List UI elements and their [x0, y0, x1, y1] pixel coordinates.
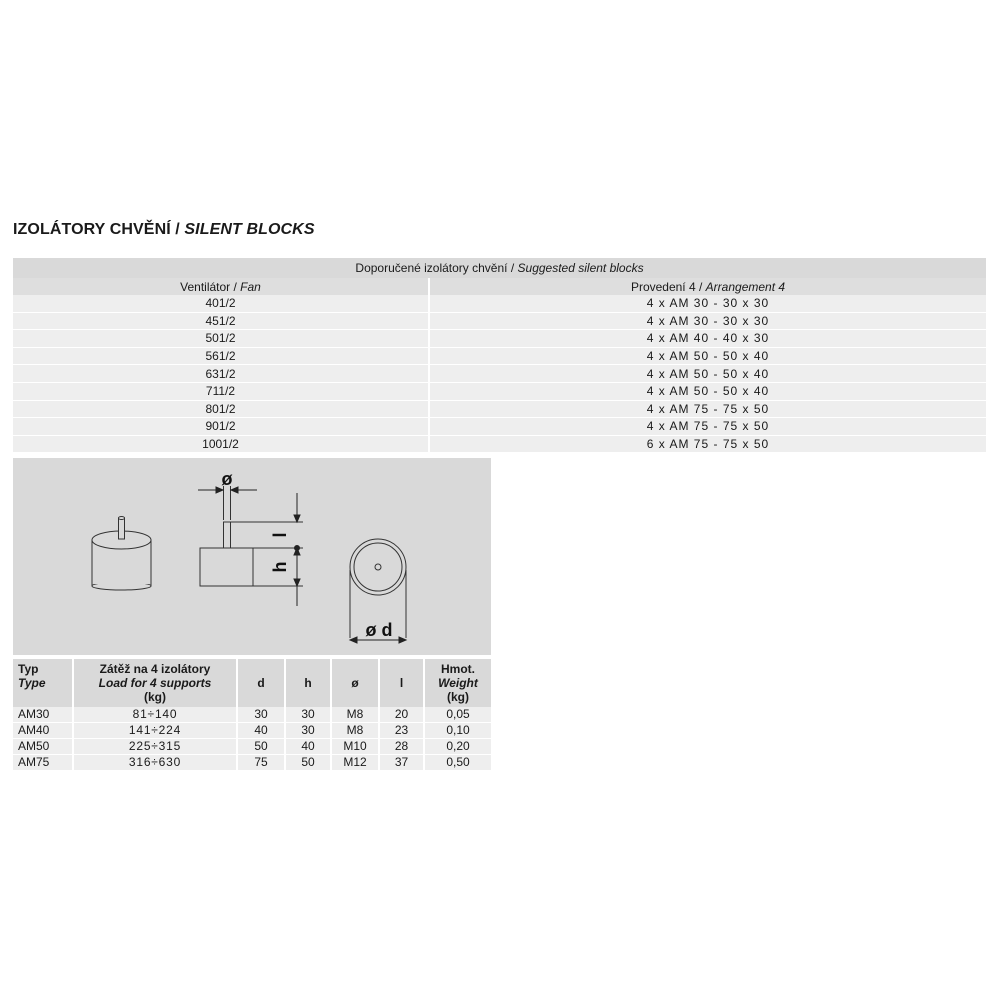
h-cell: 50 [286, 755, 332, 771]
arrangement-cell: 6 x AM 75 - 75 x 50 [430, 436, 986, 454]
header-d: d [238, 659, 286, 707]
header-type-cz: Typ [18, 662, 39, 676]
table-row [13, 707, 491, 723]
fan-cell: 801/2 [13, 401, 430, 419]
header-arrangement-italic: Arrangement 4 [705, 279, 786, 294]
table-row [13, 365, 986, 383]
h-cell: 40 [286, 739, 332, 755]
arrangement-cell: 4 x AM 50 - 50 x 40 [430, 383, 986, 401]
page-title [13, 221, 315, 239]
fan-cell: 401/2 [13, 295, 430, 313]
diameter-cell: M10 [332, 739, 380, 755]
table-row [13, 313, 986, 331]
arrangement-cell: 4 x AM 30 - 30 x 30 [430, 313, 986, 331]
d-cell: 50 [238, 739, 286, 755]
table-row [13, 739, 491, 755]
header-fan-italic: Fan [240, 279, 261, 294]
header-load [74, 659, 238, 707]
h-cell: 30 [286, 707, 332, 723]
diameter-cell: M8 [332, 723, 380, 739]
diameter-cell: M12 [332, 755, 380, 771]
load-cell: 316÷630 [74, 755, 238, 771]
d-cell: 30 [238, 707, 286, 723]
label-h: h [270, 561, 290, 573]
header-fan [13, 278, 430, 295]
table-row [13, 330, 986, 348]
table-caption [13, 258, 986, 278]
fan-cell: 1001/2 [13, 436, 430, 454]
header-weight-cz: Hmot. [441, 662, 475, 676]
l-cell: 23 [380, 723, 425, 739]
label-diameter-top: ø [221, 469, 233, 489]
table-row [13, 295, 986, 313]
caption-italic: Suggested silent blocks [517, 261, 644, 275]
header-fan-text: Ventilátor / [180, 279, 237, 294]
title-italic: SILENT BLOCKS [184, 221, 315, 238]
fan-cell: 631/2 [13, 365, 430, 383]
table-row [13, 418, 986, 436]
weight-cell: 0,10 [425, 723, 491, 739]
load-cell: 141÷224 [74, 723, 238, 739]
type-cell: AM30 [13, 707, 74, 723]
table-caption-row [13, 258, 986, 278]
fan-cell: 711/2 [13, 383, 430, 401]
load-cell: 225÷315 [74, 739, 238, 755]
header-load-en: Load for 4 supports [98, 676, 212, 690]
header-diameter: ø [332, 659, 380, 707]
header-weight [425, 659, 491, 707]
header-arrangement [430, 278, 986, 295]
header-type-en: Type [18, 676, 46, 690]
d-cell: 75 [238, 755, 286, 771]
h-cell: 30 [286, 723, 332, 739]
arrangement-cell: 4 x AM 50 - 50 x 40 [430, 348, 986, 366]
caption-text: Doporučené izolátory chvění / [355, 261, 515, 275]
fan-cell: 561/2 [13, 348, 430, 366]
title-main: IZOLÁTORY CHVĚNÍ / [13, 221, 180, 238]
arrangement-cell: 4 x AM 40 - 40 x 30 [430, 330, 986, 348]
header-weight-en: Weight [438, 676, 478, 690]
table-row [13, 348, 986, 366]
header-h: h [286, 659, 332, 707]
arrangement-cell: 4 x AM 75 - 75 x 50 [430, 401, 986, 419]
d-cell: 40 [238, 723, 286, 739]
table-row [13, 755, 491, 771]
l-cell: 20 [380, 707, 425, 723]
silent-block-perspective [92, 517, 151, 591]
table-row [13, 383, 986, 401]
table-row [13, 436, 986, 454]
diameter-cell: M8 [332, 707, 380, 723]
header-type [13, 659, 74, 707]
arrangement-cell: 4 x AM 75 - 75 x 50 [430, 418, 986, 436]
table-header-row [13, 278, 986, 295]
fan-cell: 451/2 [13, 313, 430, 331]
load-cell: 81÷140 [74, 707, 238, 723]
header-arrangement-text: Provedení 4 / [630, 279, 703, 294]
silent-block-types-table [13, 659, 491, 771]
table-row [13, 401, 986, 419]
types-header-row [13, 659, 491, 707]
suggested-silent-blocks-table [13, 258, 986, 453]
arrangement-cell: 4 x AM 50 - 50 x 40 [430, 365, 986, 383]
silent-block-drawing [13, 458, 491, 655]
l-cell: 37 [380, 755, 425, 771]
weight-cell: 0,50 [425, 755, 491, 771]
table-row [13, 723, 491, 739]
label-diameter-d: ø d [365, 620, 393, 640]
weight-cell: 0,05 [425, 707, 491, 723]
label-l: l [270, 532, 290, 538]
l-cell: 28 [380, 739, 425, 755]
fan-cell: 501/2 [13, 330, 430, 348]
type-cell: AM40 [13, 723, 74, 739]
header-l: l [380, 659, 425, 707]
header-load-unit: (kg) [144, 690, 166, 704]
header-weight-unit: (kg) [447, 690, 469, 704]
fan-cell: 901/2 [13, 418, 430, 436]
vertical-dimensions [294, 493, 300, 606]
type-cell: AM50 [13, 739, 74, 755]
silent-block-drawing-panel [13, 458, 491, 655]
type-cell: AM75 [13, 755, 74, 771]
arrangement-cell: 4 x AM 30 - 30 x 30 [430, 295, 986, 313]
weight-cell: 0,20 [425, 739, 491, 755]
header-load-cz: Zátěž na 4 izolátory [99, 662, 211, 676]
